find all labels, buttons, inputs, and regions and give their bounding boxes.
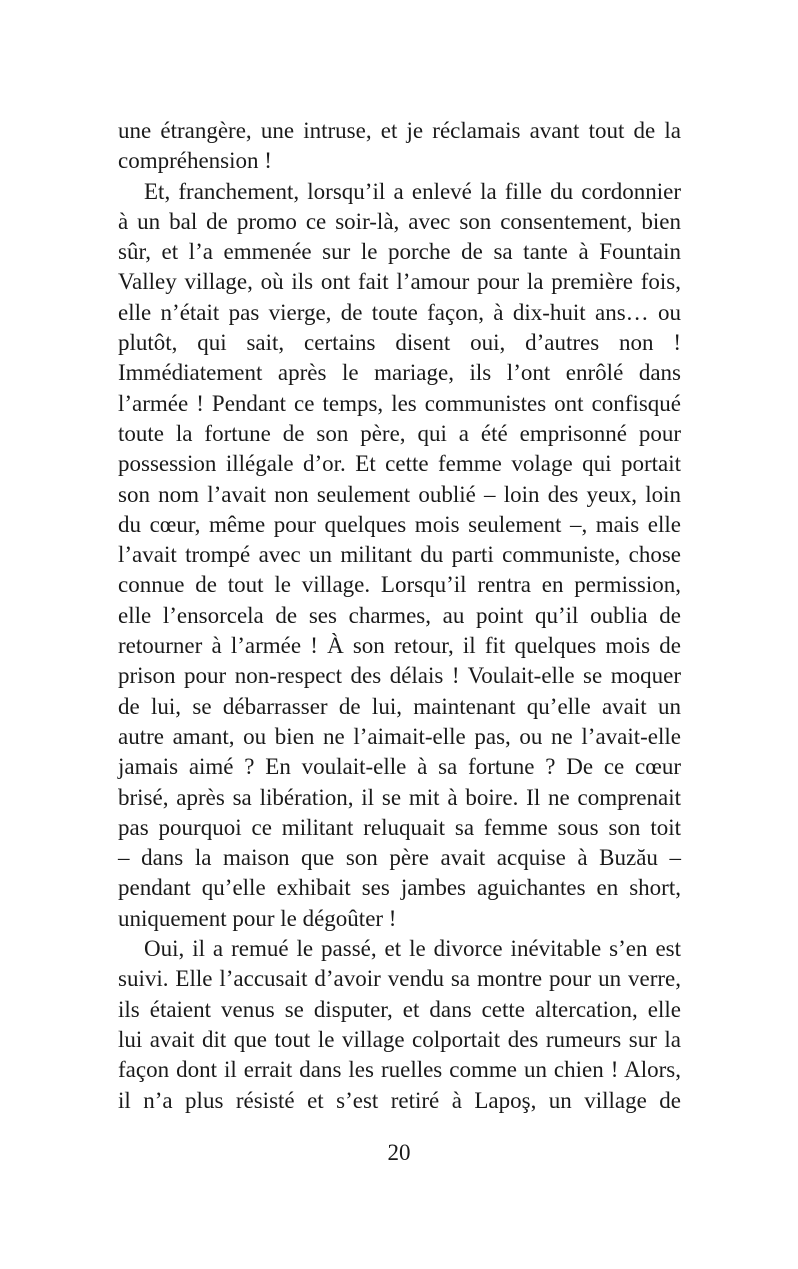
text-line: compréhension !: [118, 148, 272, 174]
text-line: plutôt, qui sait, certains disent oui, d’autres non !: [118, 330, 681, 356]
text-line: de lui, se débarrasser de lui, maintenant qu’elle avait un: [118, 693, 681, 719]
text-line: Et, franchement, lorsqu’il a enlevé la fille du cordonnier: [144, 178, 681, 204]
text-line: du cœur, même pour quelques mois seulement –, mais elle: [118, 511, 681, 537]
text-line: pendant qu’elle exhibait ses jambes aguichantes en short,: [118, 875, 681, 901]
text-line: à un bal de promo ce soir-là, avec son consentement, bien: [118, 208, 681, 234]
text-line: prison pour non-respect des délais ! Voulait-elle se moquer: [118, 663, 681, 689]
text-line: façon dont il errait dans les ruelles comme un chien ! Alors,: [118, 1057, 681, 1083]
text-line: connue de tout le village. Lorsqu’il rentra en permission,: [118, 572, 681, 598]
text-line: retourner à l’armée ! À son retour, il fit quelques mois de: [118, 633, 681, 659]
text-line: uniquement pour le dégoûter !: [118, 905, 397, 931]
text-line: – dans la maison que son père avait acquise à Buzău –: [118, 845, 681, 871]
text-line: Immédiatement après le mariage, ils l’ont enrôlé dans: [118, 360, 681, 386]
text-line: elle l’ensorcela de ses charmes, au point qu’il oublia de: [118, 602, 681, 628]
page-number: 20: [387, 1140, 411, 1165]
text-line: brisé, après sa libération, il se mit à boire. Il ne comprenait: [118, 784, 681, 810]
text-line: sûr, et l’a emmenée sur le porche de sa tante à Fountain: [118, 239, 681, 265]
text-line: Oui, il a remué le passé, et le divorce inévitable s’en est: [144, 936, 681, 962]
text-line: ils étaient venus se disputer, et dans cette altercation, elle: [118, 996, 681, 1022]
text-line: possession illégale d’or. Et cette femme volage qui portait: [118, 451, 681, 477]
text-line: pas pourquoi ce militant reluquait sa femme sous son toit: [118, 814, 681, 840]
text-line: elle n’était pas vierge, de toute façon, à dix-huit ans… ou: [118, 299, 681, 325]
text-line: lui avait dit que tout le village colportait des rumeurs sur la: [118, 1026, 681, 1052]
text-line: Valley village, où ils ont fait l’amour pour la première fois,: [118, 269, 681, 295]
text-line: son nom l’avait non seulement oublié – loin des yeux, loin: [118, 481, 681, 507]
text-line: l’armée ! Pendant ce temps, les communistes ont confisqué: [118, 390, 681, 416]
text-line: autre amant, ou bien ne l’aimait-elle pas, ou ne l’avait-elle: [118, 723, 681, 749]
text-line: l’avait trompé avec un militant du parti communiste, chose: [118, 542, 681, 568]
text-line: toute la fortune de son père, qui a été emprisonné pour: [118, 420, 681, 446]
text-line: suivi. Elle l’accusait d’avoir vendu sa montre pour un verre,: [118, 966, 681, 992]
text-line: il n’a plus résisté et s’est retiré à Lapoş, un village de: [118, 1087, 681, 1113]
text-line: une étrangère, une intruse, et je réclamais avant tout de la: [118, 118, 681, 143]
text-line: jamais aimé ? En voulait-elle à sa fortune ? De ce cœur: [118, 754, 681, 780]
body-text: [118, 116, 681, 1116]
